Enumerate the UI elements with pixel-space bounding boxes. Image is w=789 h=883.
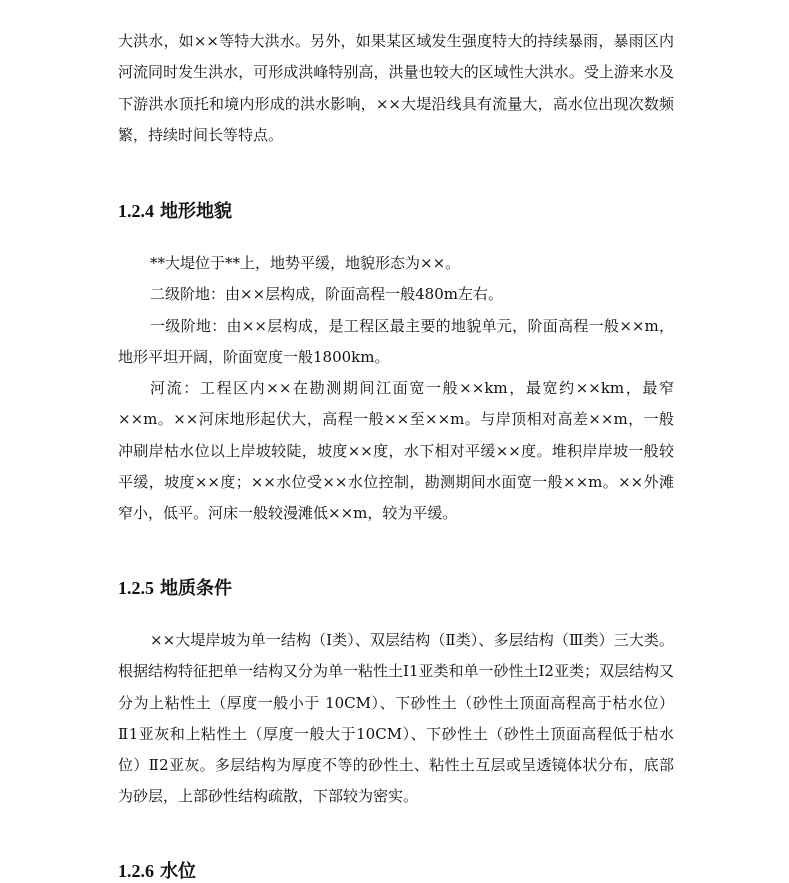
section-title: 地形地貌: [160, 201, 232, 222]
section-number: 1.2.4: [118, 201, 154, 221]
section-heading-1-2-4: [118, 197, 232, 223]
section-title: 水位: [160, 861, 196, 882]
section-number: 1.2.5: [118, 578, 154, 598]
section-number: 1.2.6: [118, 861, 154, 881]
terrace-level-1-paragraph: 一级阶地：由××层构成，是工程区最主要的地貌单元，阶面高程一般××m，地形平坦开阔，阶面宽度一般1800km。: [118, 316, 674, 366]
terrain-section-body: [118, 248, 674, 530]
terrain-intro-paragraph: **大堤位于**上，地势平缓，地貌形态为××。: [150, 254, 461, 272]
geology-paragraph: ××大堤岸坡为单一结构（Ⅰ类）、双层结构（Ⅱ类）、多层结构（Ⅲ类）三大类。根据结构特征把单一结构又分为单一粘性土Ⅰ1亚类和单一砂性土Ⅰ2亚类；双层结构又分为上粘性土（厚度一般小于 10CM）、下砂性土（砂性土顶面高程高于枯水位）Ⅱ1亚灰和上粘性土（厚度一般大于10CM）、下砂性土（砂性土顶面高程低于枯水位）Ⅱ2亚灰。多层结构为厚度不等的砂性土、粘性土互层或呈透镜体状分布，底部为砂层，上部砂性结构疏散，下部较为密实。: [118, 631, 674, 806]
section-heading-1-2-6: [118, 857, 196, 883]
terrace-level-2-paragraph: 二级阶地：由××层构成，阶面高程一般480m左右。: [150, 285, 503, 304]
flood-characteristics-paragraph: [118, 26, 674, 151]
river-paragraph: 河流：工程区内××在勘测期间江面宽一般××km，最宽约××km，最窄××m。××河床地形起伏大，高程一般××至××m。与岸顶相对高差××m，一般冲刷岸枯水位以上岸坡较陡，坡度××度，水下相对平缓××度。堆积岸岸坡一般较平缓，坡度××度；××水位受××水位控制，勘测期间水面宽一般××m。××外滩窄小，低平。河床一般较漫滩低××m，较为平缓。: [118, 379, 674, 523]
section-heading-1-2-5: [118, 574, 232, 600]
paragraph-text: 大洪水，如××等特大洪水。另外，如果某区域发生强度特大的持续暴雨，暴雨区内河流同时发生洪水，可形成洪峰特别高，洪量也较大的区域性大洪水。受上游来水及下游洪水顶托和境内形成的洪水影响，××大堤沿线具有流量大，高水位出现次数频繁，持续时间长等特点。: [118, 32, 674, 144]
geology-section-body: [118, 625, 674, 813]
section-title: 地质条件: [160, 578, 232, 599]
